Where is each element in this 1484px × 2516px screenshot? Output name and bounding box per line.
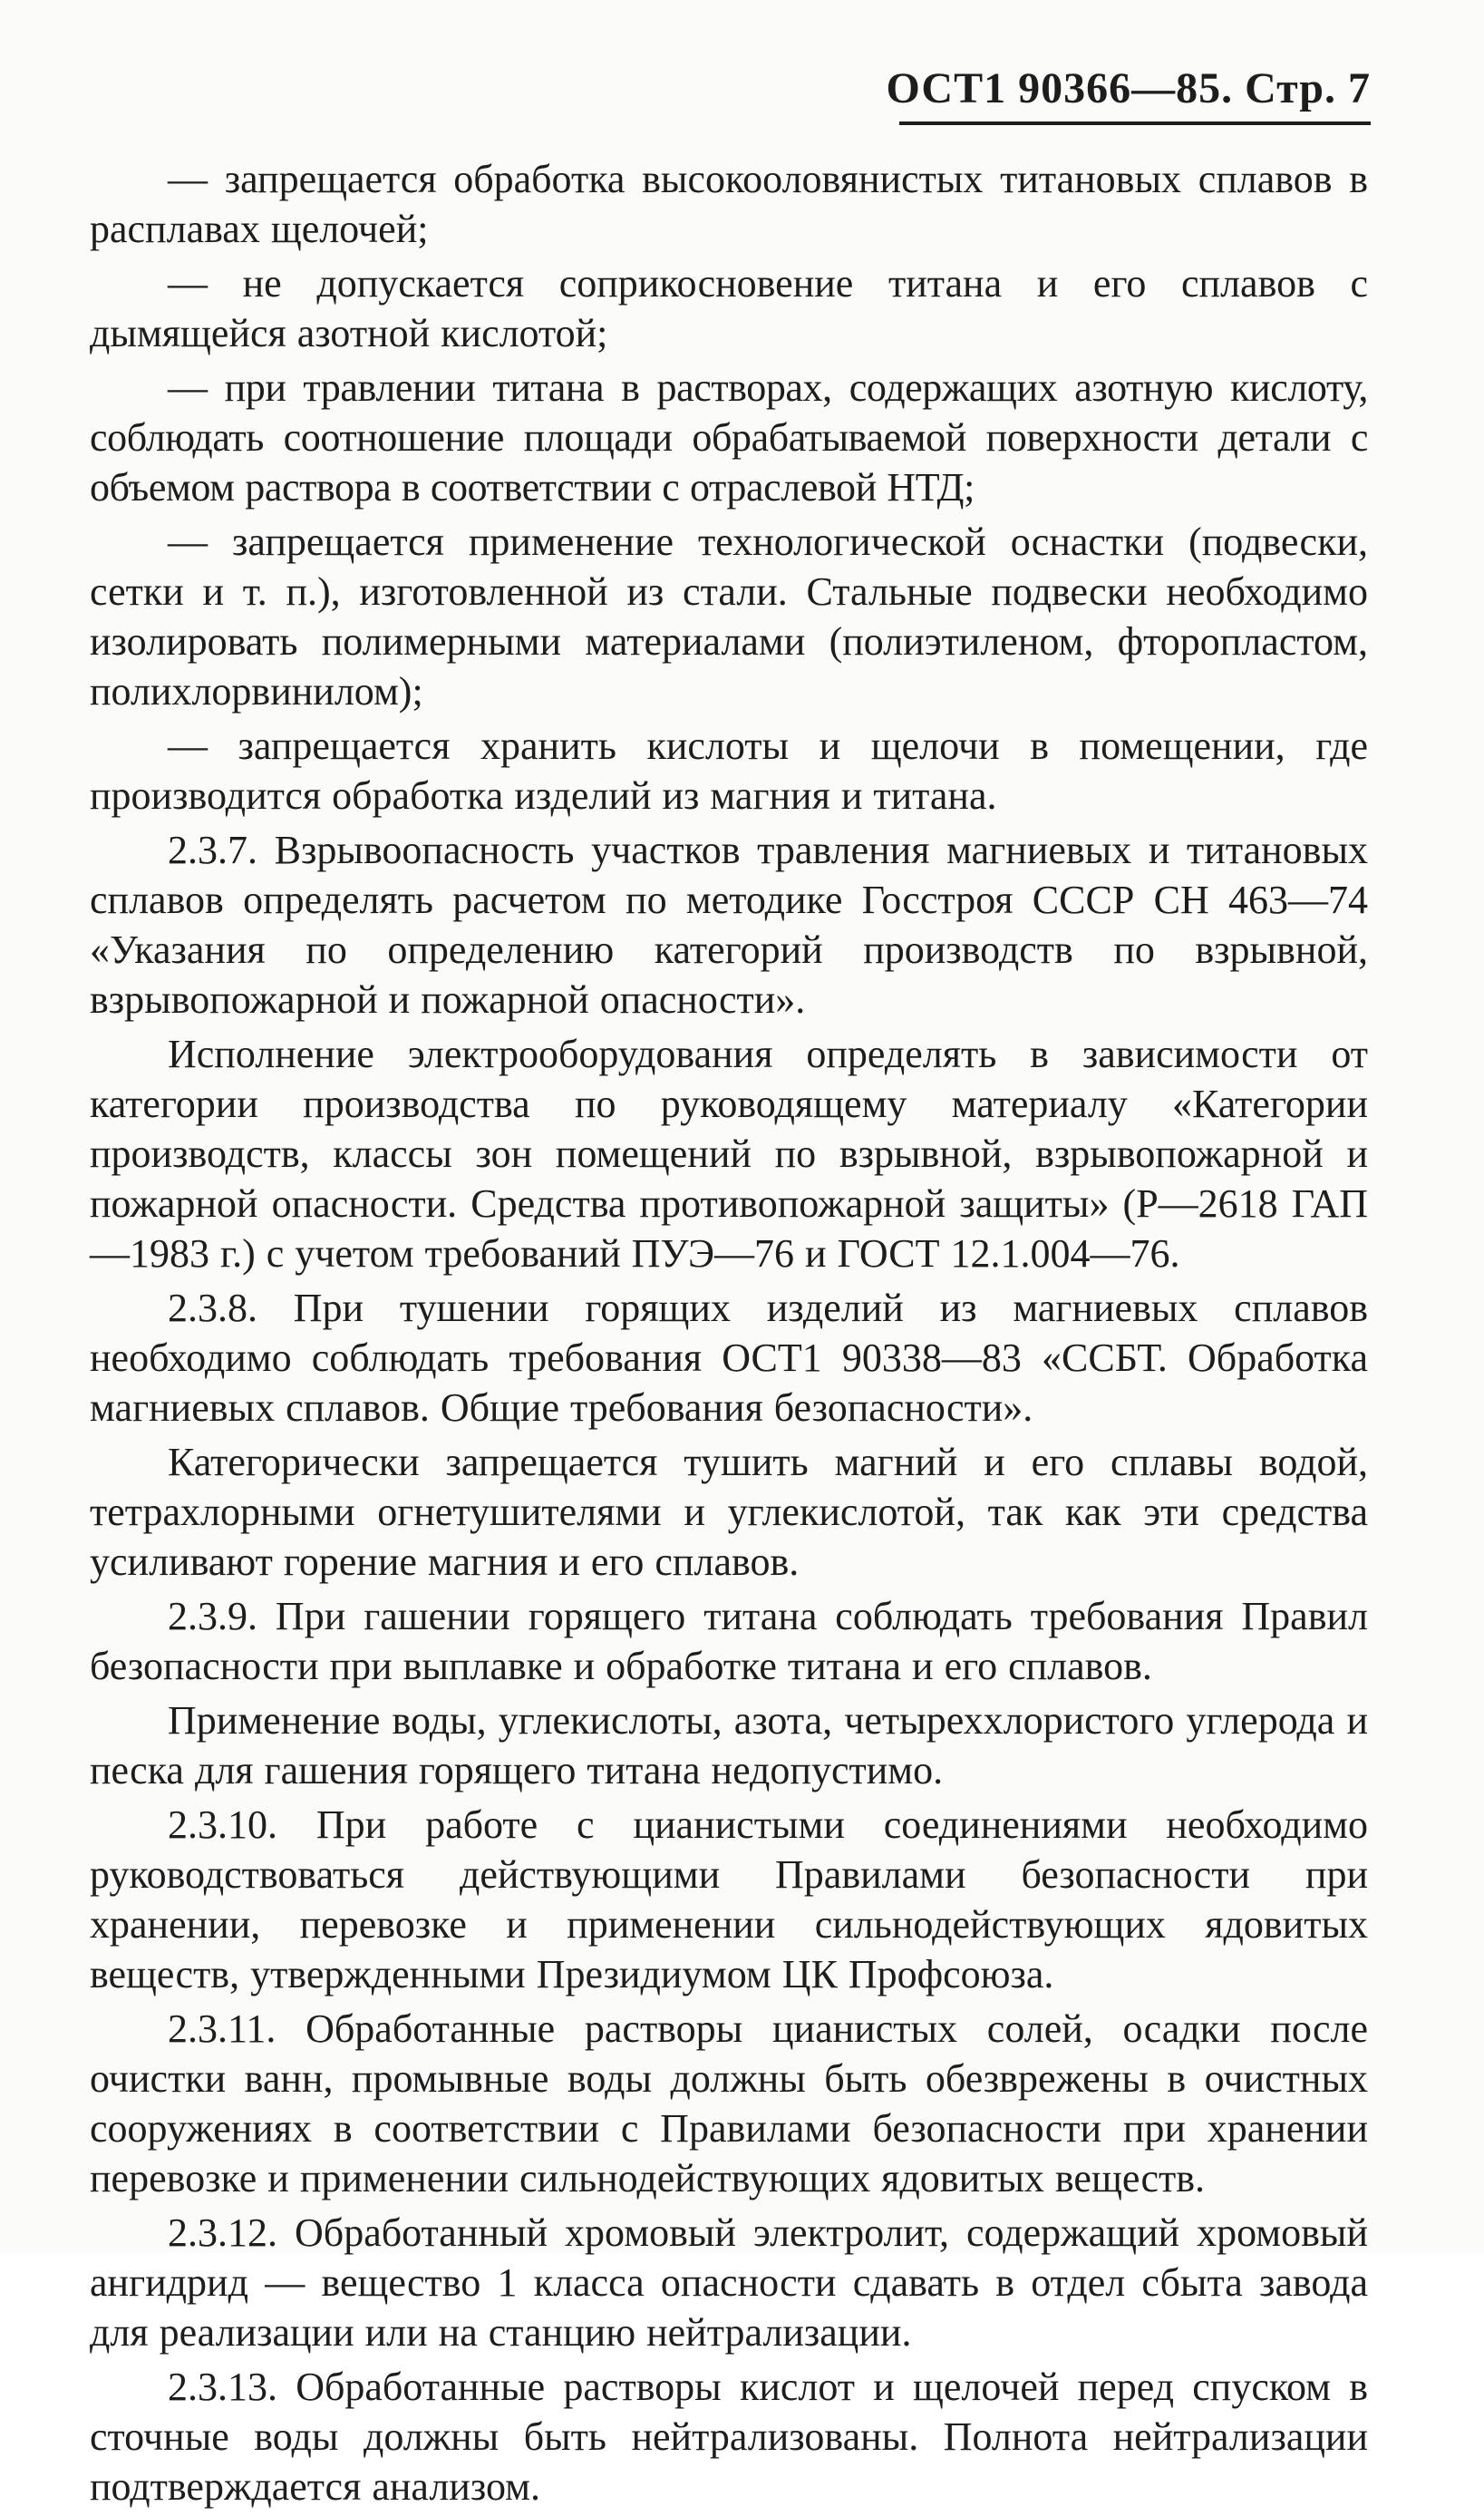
clause-2-3-12: 2.3.12. Обработанный хромовый электролит, содержащий хромовый ангидрид — вещество 1 класса опасности сдавать в отдел сбыта завода для реализации или на станцию нейтрализации. <box>90 2210 1368 2355</box>
list-item-acid-storage: — запрещается хранить кислоты и щелочи в помещении, где производится обработка изделий из магния и титана. <box>90 724 1368 818</box>
list-item-fuming-nitric-acid: — не допускается соприкосновение титана и его сплавов с дымящейся азотной кислотой; <box>90 261 1368 355</box>
list-item-alloys-in-alkali: — запрещается обработка высокооловянистых титановых сплавов в расплавах щелочей; <box>90 157 1368 251</box>
document-body <box>90 154 1368 2516</box>
list-item-steel-tooling: — запрещается применение технологической оснастки (подвески, сетки и т. п.), изготовленной из стали. Стальные подвески необходимо изолировать полимерными материалами (полиэтиленом, фторопластом, полихлорвинилом); <box>90 520 1368 714</box>
clause-2-3-9: 2.3.9. При гашении горящего титана соблюдать требования Правил безопасности при выплавке и обработке титана и его сплавов. <box>90 1594 1368 1688</box>
clause-2-3-10: 2.3.10. При работе с цианистыми соединениями необходимо руководствоваться действующими Правилами безопасности при хранении, перевозке и применении сильнодействующих ядовитых веществ, утвержденными Президиумом ЦК Профсоюза. <box>90 1802 1368 1996</box>
clause-2-3-7: 2.3.7. Взрывоопасность участков травления магниевых и титановых сплавов определять расчетом по методике Госстроя СССР СН 463—74 «Указания по определению категорий производств по взрывной, взрывопожарной и пожарной опасности». <box>90 828 1368 1022</box>
list-item-etching-area-ratio: — при травлении титана в растворах, содержащих азотную кислоту, соблюдать соотношение площади обрабатываемой поверхности детали с объемом раствора в соответствии с отраслевой НТД; <box>90 365 1368 510</box>
clause-2-3-9-extinguishing-agents: Применение воды, углекислоты, азота, четыреххлористого углерода и песка для гашения горящего титана недопустимо. <box>90 1698 1368 1792</box>
clause-2-3-11: 2.3.11. Обработанные растворы цианистых солей, осадки после очистки ванн, промывные воды должны быть обезврежены в очистных сооружениях в соответствии с Правилами безопасности при хранении перевозке и применении сильнодействующих ядовитых веществ. <box>90 2006 1368 2200</box>
clause-2-3-13: 2.3.13. Обработанные растворы кислот и щелочей перед спуском в сточные воды должны быть нейтрализованы. Полнота нейтрализации подтверждается анализом. <box>90 2365 1368 2509</box>
header-underline <box>899 121 1371 125</box>
clause-2-3-8-prohibition: Категорически запрещается тушить магний и его сплавы водой, тетрахлорными огнетушителями и углекислотой, так как эти средства усиливают горение магния и его сплавов. <box>90 1440 1368 1584</box>
standard-number-and-page: ОСТ1 90366—85. Стр. 7 <box>886 64 1371 112</box>
clause-2-3-7-electrical-equipment: Исполнение электрооборудования определять в зависимости от категории производства по руководящему материалу «Категории производств, классы зон помещений по взрывной, взрывопожарной и пожарной опасности. Средства противопожарной защиты» (Р—2618 ГАП—1983 г.) с учетом требований ПУЭ—76 и ГОСТ 12.1.004—76. <box>90 1032 1368 1276</box>
clause-2-3-8: 2.3.8. При тушении горящих изделий из магниевых сплавов необходимо соблюдать требования ОСТ1 90338—83 «ССБТ. Обработка магниевых сплавов. Общие требования безопасности». <box>90 1286 1368 1430</box>
page-header <box>887 62 1372 125</box>
